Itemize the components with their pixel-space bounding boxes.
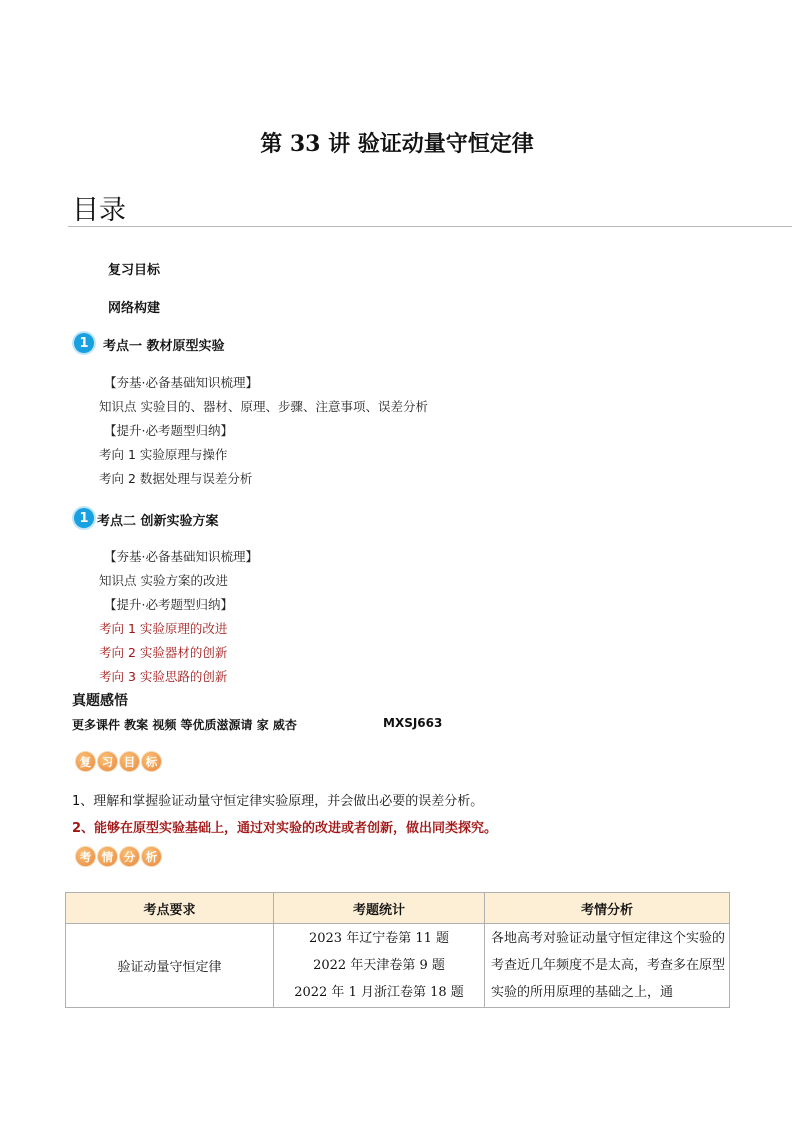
number-badge-icon: 1 xyxy=(74,333,94,353)
tag-char: 标 xyxy=(141,751,162,772)
promo-code: MXSJ663 xyxy=(383,716,443,730)
tag-char: 情 xyxy=(97,846,118,867)
toc-point1-link[interactable]: 考点一 教材原型实验 xyxy=(103,339,225,354)
number-badge-icon: 1 xyxy=(74,508,94,528)
toc-point2-basic[interactable]: 【夯基·必备基础知识梳理】 xyxy=(104,549,258,564)
toc-network-link[interactable]: 网络构建 xyxy=(108,301,161,316)
toc-review-goal-link[interactable]: 复习目标 xyxy=(108,263,161,278)
toc-point2-direction1[interactable]: 考向 1 实验原理的改进 xyxy=(99,621,228,636)
header-statistics: 考题统计 xyxy=(274,893,485,924)
table-header-row xyxy=(66,893,730,924)
toc-point2-improve[interactable]: 【提升·必考题型归纳】 xyxy=(104,597,233,612)
toc-point1-knowledge[interactable]: 知识点 实验目的、器材、原理、步骤、注意事项、误差分析 xyxy=(99,399,428,414)
exam-analysis-table xyxy=(65,892,730,1008)
toc-point1-direction2[interactable]: 考向 2 数据处理与误差分析 xyxy=(99,471,253,486)
toc-point2-direction2[interactable]: 考向 2 实验器材的创新 xyxy=(99,645,228,660)
toc-point1-improve[interactable]: 【提升·必考题型归纳】 xyxy=(104,423,233,438)
page-title: 第 33 讲 验证动量守恒定律 xyxy=(260,131,534,157)
toc-real-exam-link[interactable]: 真题感悟 xyxy=(72,693,128,709)
cell-analysis: 各地高考对验证动量守恒定律这个实验的考查近几年频度不是太高，考查多在原型实验的所用原理的基础之上，通 xyxy=(485,924,730,1008)
toc-point1-basic[interactable]: 【夯基·必备基础知识梳理】 xyxy=(104,375,258,390)
goal-1: 1、理解和掌握验证动量守恒定律实验原理，并会做出必要的误差分析。 xyxy=(72,794,484,809)
stat-item: 2022 年天津卷第 9 题 xyxy=(313,958,445,973)
cell-statistics xyxy=(274,924,485,1008)
tag-char: 复 xyxy=(75,751,96,772)
toc-point2-link[interactable]: 考点二 创新实验方案 xyxy=(97,514,219,529)
stat-item: 2022 年 1 月浙江卷第 18 题 xyxy=(294,985,464,1000)
tag-char: 习 xyxy=(97,751,118,772)
cell-requirement: 验证动量守恒定律 xyxy=(66,924,274,1008)
toc-point2-knowledge[interactable]: 知识点 实验方案的改进 xyxy=(99,573,228,588)
tag-char: 析 xyxy=(141,846,162,867)
toc-heading: 目录 xyxy=(72,195,126,226)
tag-char: 分 xyxy=(119,846,140,867)
tag-char: 目 xyxy=(119,751,140,772)
promo-text: 更多课件 教案 视频 等优质滋源请 家 威杏 xyxy=(72,718,297,732)
toc-point1-direction1[interactable]: 考向 1 实验原理与操作 xyxy=(99,447,228,462)
header-analysis: 考情分析 xyxy=(485,893,730,924)
stat-item: 2023 年辽宁卷第 11 题 xyxy=(308,931,450,946)
toc-divider xyxy=(68,226,792,227)
toc-point2-direction3[interactable]: 考向 3 实验思路的创新 xyxy=(99,669,228,684)
header-requirement: 考点要求 xyxy=(66,893,274,924)
exam-analysis-tag xyxy=(75,846,163,867)
goal-2: 2、能够在原型实验基础上，通过对实验的改进或者创新，做出同类探究。 xyxy=(72,821,498,836)
table-row xyxy=(66,924,730,1008)
review-goal-tag xyxy=(75,751,163,772)
tag-char: 考 xyxy=(75,846,96,867)
